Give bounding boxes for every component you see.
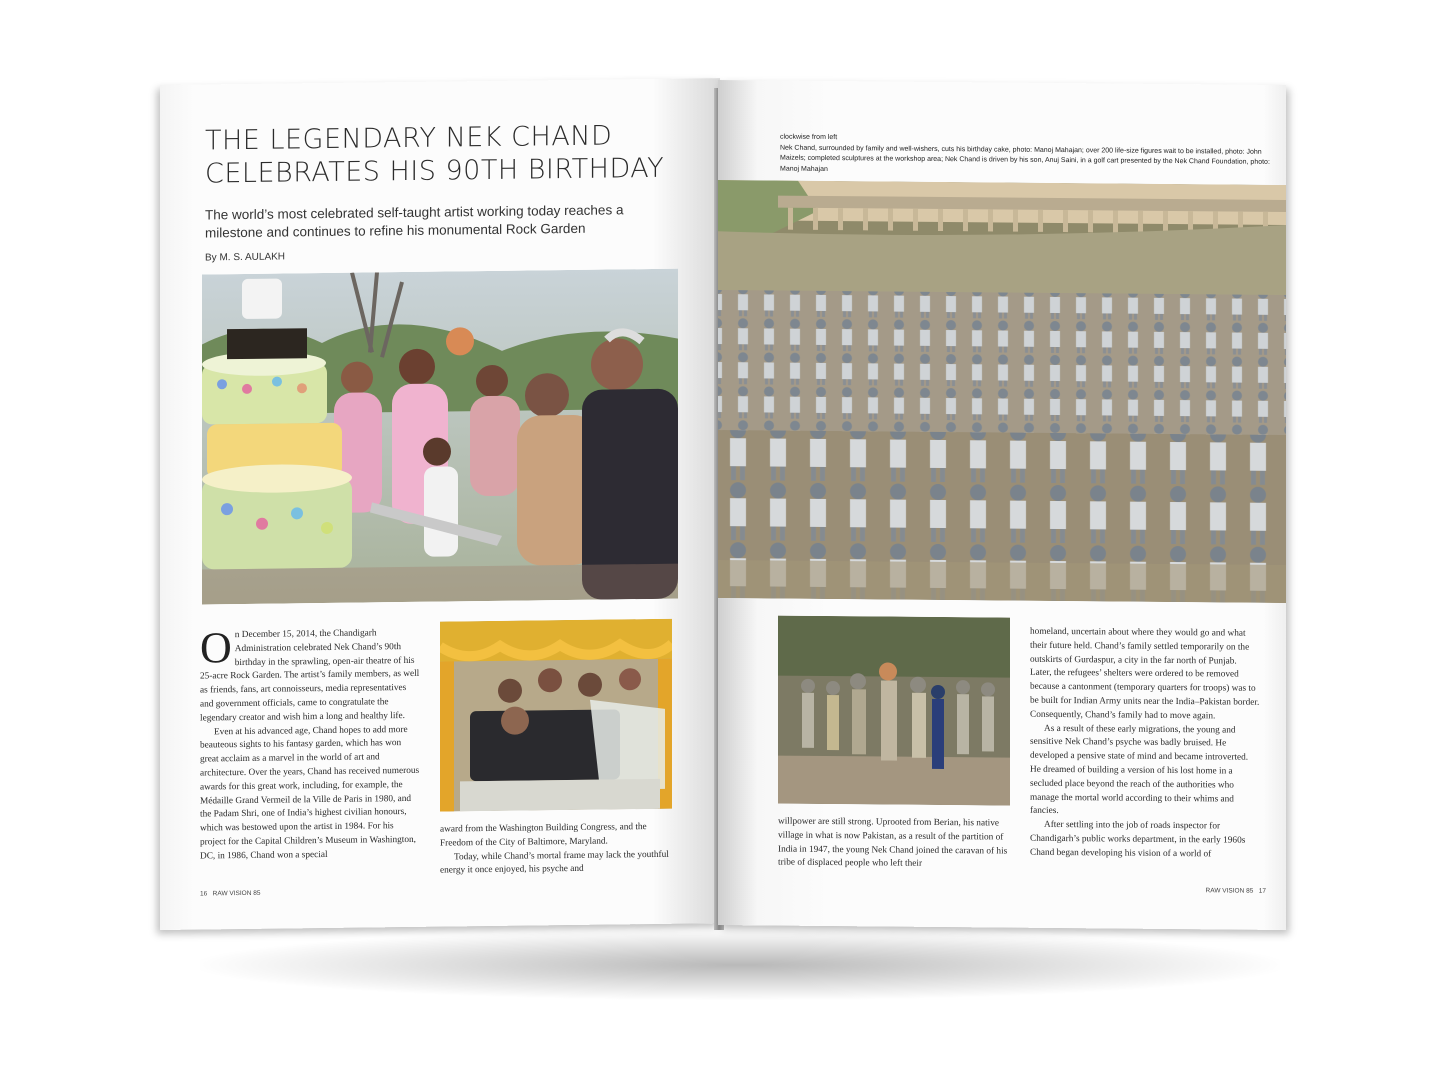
- article-subtitle: The world’s most celebrated self-taught artist working today reaches a milestone and continues to refine his monumental Rock Garden: [205, 202, 624, 241]
- caption-heading: clockwise from left: [780, 133, 838, 142]
- right-col2-para3: After settling into the job of roads inspector for Chandigarh’s public works department, in the early 1960s Chand began developing his vision of a world of: [1030, 820, 1246, 860]
- right-col2-para2: As a result of these early migrations, the young and sensitive Nek Chand’s psyche was badly bruised. He developed a pensive state of mind and became introverted. He dreamed of building a version of his lost home in a secluded place beyond the reach of the authorities who manage the mortal world according to their whims and fancies.: [1030, 723, 1249, 817]
- workshop-sculptures-photo: [778, 616, 1010, 806]
- golf-cart-photo-icon: [440, 619, 672, 812]
- right-col1-para1: willpower are still strong. Uprooted from Berian, his native village in what is now Pakistan, as a result of the partition of India in 1947, the young Nek Chand joined the caravan of his tribe of displaced people who left their: [778, 816, 1008, 870]
- right-page: [718, 80, 1286, 930]
- birthday-cake-photo: [202, 269, 678, 605]
- workshop-sculptures-photo-icon: [778, 616, 1010, 806]
- left-column-1: [200, 623, 420, 864]
- article-byline: By M. S. AULAKH: [205, 251, 286, 264]
- birthday-cake-photo-icon: [202, 269, 678, 605]
- right-col2-para1: homeland, uncertain about where they would go and what their future held. Chand’s family settled temporarily on the outskirts of Gurdaspur, a city in the far north of Punjab. Later, the refugees’ shelters were ordered to be removed because a cantonment (temporary quarters for troops) was to be built for Indian Army units near the India–Pakistan border. Consequently, Chand’s family had to move again.: [1030, 626, 1260, 722]
- left-col2-para1: award from the Washington Building Congress, and the Freedom of the City of Baltimore, Maryland.: [440, 822, 647, 849]
- caption-text: Nek Chand, surrounded by family and well-wishers, cuts his birthday cake, photo: Manoj Mahajan; over 200 life-size figures wait to be installed, photo: John Maizels; completed sculptures at the workshop area; Nek Chand is driven by his son, Anuj Saini, in a golf cart presented by the Nek Chand Foundation, photo: Manoj Mahajan: [780, 144, 1270, 173]
- dropcap: O: [200, 623, 232, 673]
- left-magazine-name: RAW VISION 85: [212, 889, 261, 898]
- sculpture-army-photo: [718, 180, 1286, 603]
- right-magazine-name: RAW VISION 85: [1205, 887, 1254, 895]
- photo-caption: [780, 133, 1270, 179]
- right-page-number: 17: [1258, 887, 1266, 895]
- left-col1-para2: Even at his advanced age, Chand hopes to add more beauteous sights to his fantasy garden, which has won great acclaim as a marvel in the world of art and architecture. Over the years, Chand has received numerous awards for this great work, including, for example, the Médaille Grand Vermeil de la Ville de Paris in 1980, and the Padam Shri, one of India’s highest civilian honours, which was bestowed upon the artist in 1984. For his project for the Capital Children’s Museum in Washington, DC, in 1986, Chand won a special: [200, 724, 420, 862]
- left-column-2: [440, 821, 672, 879]
- left-col2-para2: Today, while Chand’s mortal frame may lack the youthful energy it once enjoyed, his psyche and: [440, 849, 669, 876]
- left-folio: [200, 890, 260, 898]
- golf-cart-photo: [440, 619, 672, 812]
- article-title: THE LEGENDARY NEK CHAND CELEBRATES HIS 90TH BIRTHDAY: [205, 120, 665, 190]
- left-page: [160, 78, 720, 930]
- right-column-2: [1030, 626, 1260, 863]
- right-folio: [1206, 887, 1266, 895]
- left-page-number: 16: [200, 890, 208, 898]
- right-column-1: [778, 816, 1010, 873]
- left-col1-para1: n December 15, 2014, the Chandigarh Administration celebrated Nek Chand’s 90th birthday in the sprawling, open-air theatre of his 25-acre Rock Garden. The artist’s family members, as well as friends, fans, art connoisseurs, media representatives and government officials, came to congratulate the legendary creator and wish him a long and healthy life.: [200, 628, 420, 724]
- sculpture-army-photo-icon: [718, 180, 1286, 603]
- magazine-shadow: [200, 930, 1280, 1000]
